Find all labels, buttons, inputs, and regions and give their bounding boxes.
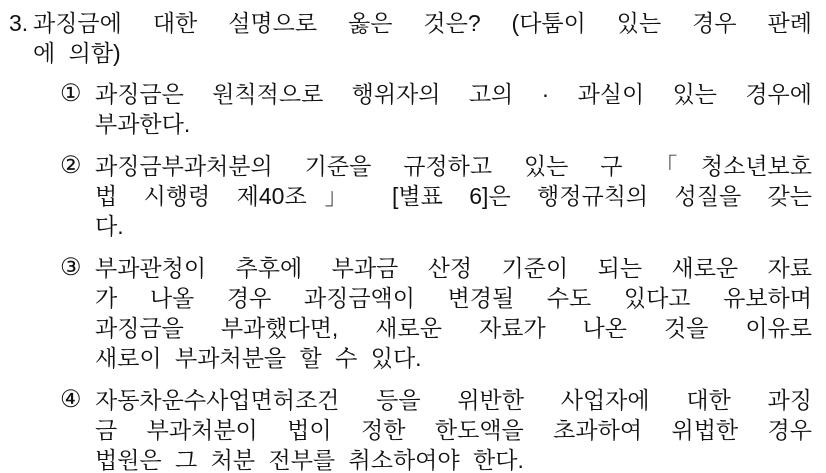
option-4-marker: ④ <box>60 386 82 413</box>
option-3-line: 가 나올 경우 과징금액이 변경될 수도 있다고 유보하며 <box>95 285 812 311</box>
option-3-marker: ③ <box>60 254 82 281</box>
option-4-line: 법원은 그 처분 전부를 취소하여야 한다. <box>95 447 524 473</box>
option-3-line: 새로이 부과처분을 할 수 있다. <box>95 345 422 371</box>
question-line: 과징금에 대한 설명으로 옳은 것은? (다툼이 있는 경우 판례 <box>33 10 812 36</box>
option-2 <box>60 151 812 241</box>
question-block <box>9 8 812 68</box>
option-3-line: 과징금을 부과했다면, 새로운 자료가 나온 것을 이유로 <box>95 315 812 341</box>
question-line: 에 의함) <box>33 40 121 66</box>
option-1-marker: ① <box>60 80 82 107</box>
option-3 <box>60 253 812 373</box>
option-1 <box>60 79 812 139</box>
option-4 <box>60 385 812 473</box>
option-2-marker: ② <box>60 152 82 179</box>
option-2-line: 법 시행령 제40조」 [별표 6]은 행정규칙의 성질을 갖는 <box>95 183 812 209</box>
option-3-line: 부과관청이 추후에 부과금 산정 기준이 되는 새로운 자료 <box>95 255 812 281</box>
option-4-line: 자동차운수사업면허조건 등을 위반한 사업자에 대한 과징 <box>95 387 812 413</box>
option-1-line: 과징금은 원칙적으로 행위자의 고의 · 과실이 있는 경우에 <box>95 81 812 107</box>
option-4-line: 금 부과처분이 법이 정한 한도액을 초과하여 위법한 경우 <box>95 417 812 443</box>
option-2-line: 과징금부과처분의 기준을 규정하고 있는 구 「청소년보호 <box>95 153 812 179</box>
question-number: 3. <box>9 10 29 36</box>
options-list <box>60 79 812 473</box>
option-2-line: 다. <box>95 213 124 239</box>
option-1-line: 부과한다. <box>95 111 191 137</box>
question-text <box>33 8 812 68</box>
